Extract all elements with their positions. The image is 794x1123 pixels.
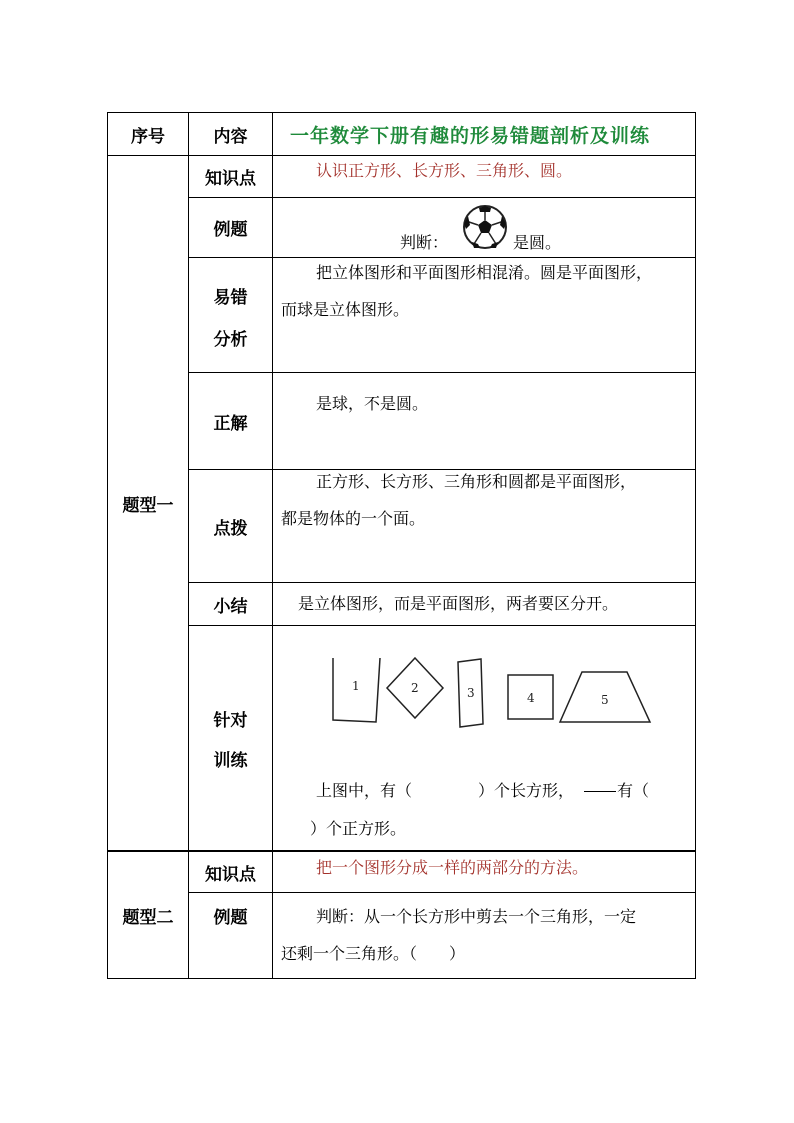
page-title: 一年数学下册有趣的形易错题剖析及训练 bbox=[290, 125, 651, 147]
answer-text: 是球，不是圆。 bbox=[316, 394, 429, 413]
training-label-2: 训练 bbox=[213, 750, 248, 771]
training-question-part3: 有（ bbox=[617, 781, 650, 800]
section2-type-label: 题型二 bbox=[122, 907, 174, 928]
tip-line1: 正方形、长方形、三角形和圆都是平面图形， bbox=[316, 472, 637, 491]
answer-blank-line[interactable] bbox=[584, 790, 616, 792]
shape-label-4: 4 bbox=[527, 691, 535, 705]
training-question-part2: ）个长方形， bbox=[478, 781, 575, 800]
shape-label-1: 1 bbox=[352, 679, 360, 693]
example-label: 例题 bbox=[213, 220, 248, 240]
row-divider bbox=[188, 625, 696, 626]
section2-example-line2: 还剩一个三角形。（ ） bbox=[281, 944, 466, 963]
summary-text: 是立体图形，而是平面图形，两者要区分开。 bbox=[298, 594, 619, 613]
error-analysis-label-2: 分析 bbox=[213, 329, 248, 350]
header-col-content: 内容 bbox=[213, 126, 248, 147]
error-analysis-line1: 把立体图形和平面图形相混淆。圆是平面图形， bbox=[316, 263, 653, 282]
table-border-right bbox=[695, 112, 696, 979]
shape-label-5: 5 bbox=[601, 693, 609, 707]
section2-knowledge-text: 把一个图形分成一样的两部分的方法。 bbox=[316, 858, 589, 877]
section2-example-label: 例题 bbox=[213, 908, 248, 928]
answer-label: 正解 bbox=[213, 413, 248, 434]
summary-label: 小结 bbox=[213, 596, 248, 617]
table-border-bottom bbox=[107, 978, 696, 979]
training-label-1: 针对 bbox=[213, 710, 248, 731]
error-analysis-line2: 而球是立体图形。 bbox=[281, 300, 410, 319]
section2-example-line1: 判断：从一个长方形中剪去一个三角形，一定 bbox=[316, 907, 637, 926]
section2-knowledge-label: 知识点 bbox=[205, 864, 256, 885]
tip-label: 点拨 bbox=[213, 518, 248, 539]
column-divider bbox=[272, 112, 273, 979]
training-question-line2: ）个正方形。 bbox=[310, 819, 407, 838]
tip-line2: 都是物体的一个面。 bbox=[281, 509, 426, 528]
section1-type-label: 题型一 bbox=[122, 495, 174, 516]
soccer-ball-image bbox=[462, 204, 508, 250]
knowledge-label: 知识点 bbox=[205, 169, 256, 189]
training-question-part1: 上图中，有（ bbox=[316, 781, 413, 800]
example-text-before: 判断： bbox=[400, 233, 449, 252]
training-shapes-figure bbox=[325, 650, 660, 730]
example-text-after: 是圆。 bbox=[513, 233, 562, 252]
shape-label-3: 3 bbox=[467, 686, 475, 700]
shape-label-2: 2 bbox=[411, 681, 419, 695]
error-analysis-label-1: 易错 bbox=[213, 287, 248, 308]
knowledge-text: 认识正方形、长方形、三角形、圆。 bbox=[316, 161, 573, 180]
header-col-index: 序号 bbox=[131, 126, 165, 147]
